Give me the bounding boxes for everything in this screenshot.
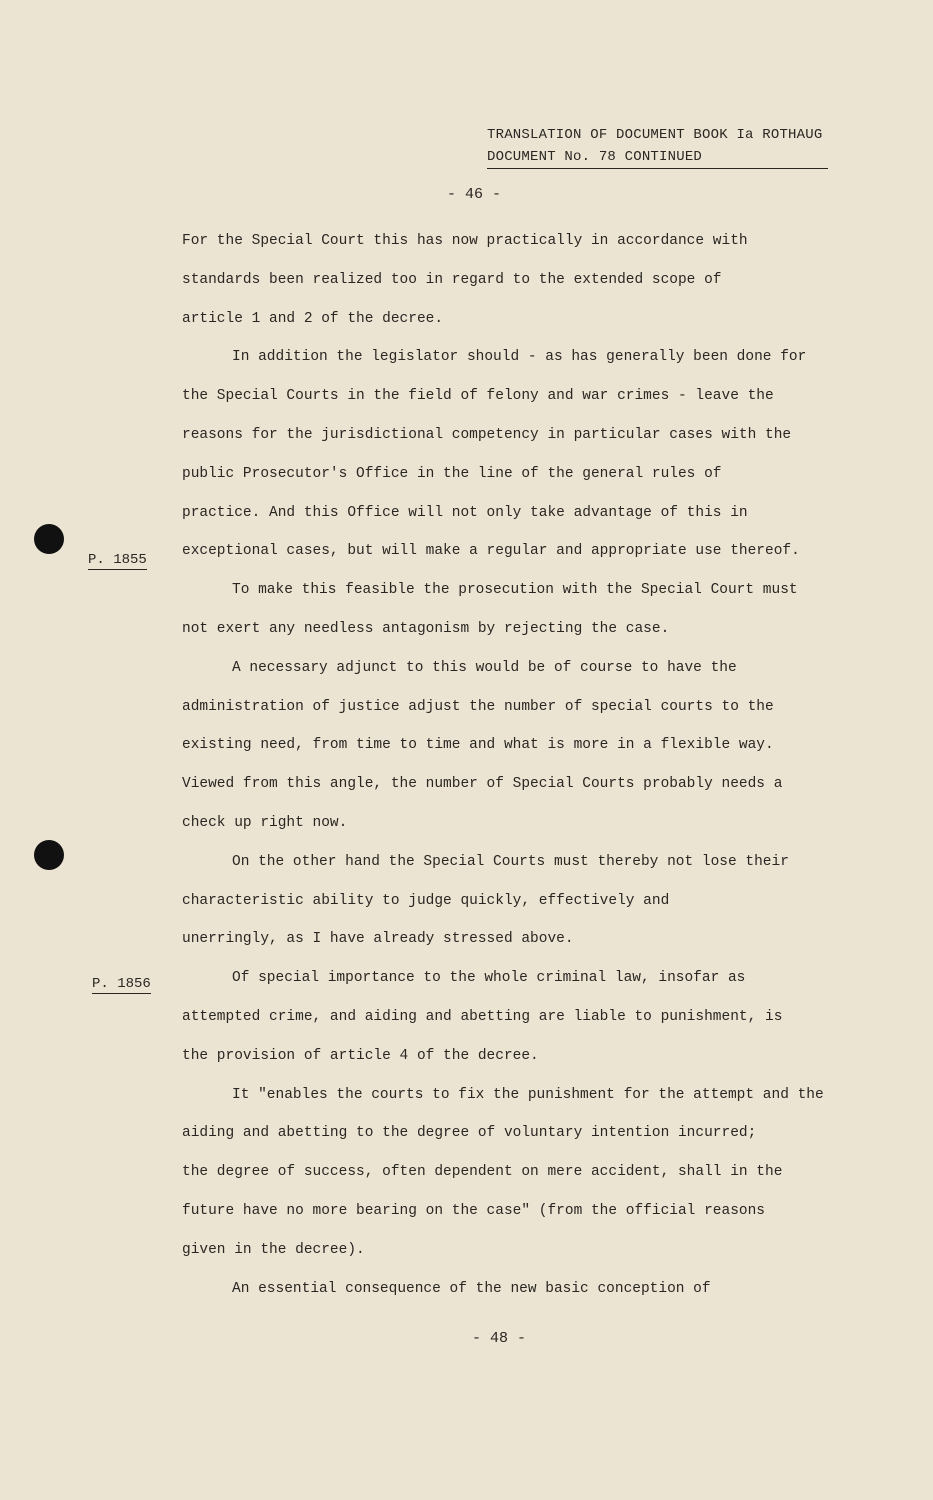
page-number-bottom: - 48 - xyxy=(472,1330,527,1347)
text-line: On the other hand the Special Courts must thereby not lose their xyxy=(232,853,789,870)
text-line: future have no more bearing on the case" (from the official reasons xyxy=(182,1202,765,1219)
text-line: standards been realized too in regard to the extended scope of xyxy=(182,271,722,288)
text-line: given in the decree). xyxy=(182,1241,365,1258)
text-line: A necessary adjunct to this would be of course to have the xyxy=(232,659,737,676)
text-line: not exert any needless antagonism by rejecting the case. xyxy=(182,620,670,637)
text-line: In addition the legislator should - as has generally been done for xyxy=(232,349,807,366)
text-line: It "enables the courts to fix the punishment for the attempt and the xyxy=(232,1086,824,1103)
header-line-1: TRANSLATION OF DOCUMENT BOOK Ia ROTHAUG xyxy=(487,127,823,143)
punch-hole xyxy=(34,840,64,870)
text-line: aiding and abetting to the degree of voluntary intention incurred; xyxy=(182,1125,757,1142)
document-header xyxy=(487,124,828,169)
text-line: unerringly, as I have already stressed above. xyxy=(182,931,574,948)
text-line: reasons for the jurisdictional competency in particular cases with the xyxy=(182,426,792,443)
text-line: For the Special Court this has now practically in accordance with xyxy=(182,233,748,249)
header-line-2: DOCUMENT No. 78 CONTINUED xyxy=(487,146,828,169)
text-line: the degree of success, often dependent on mere accident, shall in the xyxy=(182,1164,783,1181)
page-number-top: - 46 - xyxy=(447,186,502,203)
text-line: public Prosecutor's Office in the line of the general rules of xyxy=(182,465,722,482)
text-line: the provision of article 4 of the decree. xyxy=(182,1047,539,1064)
punch-hole xyxy=(34,524,64,554)
text-line: exceptional cases, but will make a regular and appropriate use thereof. xyxy=(182,543,800,560)
text-line: administration of justice adjust the number of special courts to the xyxy=(182,698,774,715)
text-line: To make this feasible the prosecution with the Special Court must xyxy=(232,582,798,599)
text-line: characteristic ability to judge quickly, effectively and xyxy=(182,892,670,909)
margin-note-p1855: P. 1855 xyxy=(88,552,147,568)
text-line: Viewed from this angle, the number of Special Courts probably needs a xyxy=(182,776,783,793)
body-text xyxy=(182,222,882,1308)
margin-note-p1856: P. 1856 xyxy=(92,976,151,992)
text-line: Of special importance to the whole criminal law, insofar as xyxy=(232,970,746,987)
text-line: An essential consequence of the new basic conception of xyxy=(232,1280,711,1297)
text-line: existing need, from time to time and what is more in a flexible way. xyxy=(182,737,774,754)
text-line: practice. And this Office will not only take advantage of this in xyxy=(182,504,748,521)
text-line: article 1 and 2 of the decree. xyxy=(182,310,444,327)
text-line: check up right now. xyxy=(182,814,348,831)
text-line: the Special Courts in the field of felony and war crimes - leave the xyxy=(182,388,774,405)
text-line: attempted crime, and aiding and abetting are liable to punishment, is xyxy=(182,1008,783,1025)
